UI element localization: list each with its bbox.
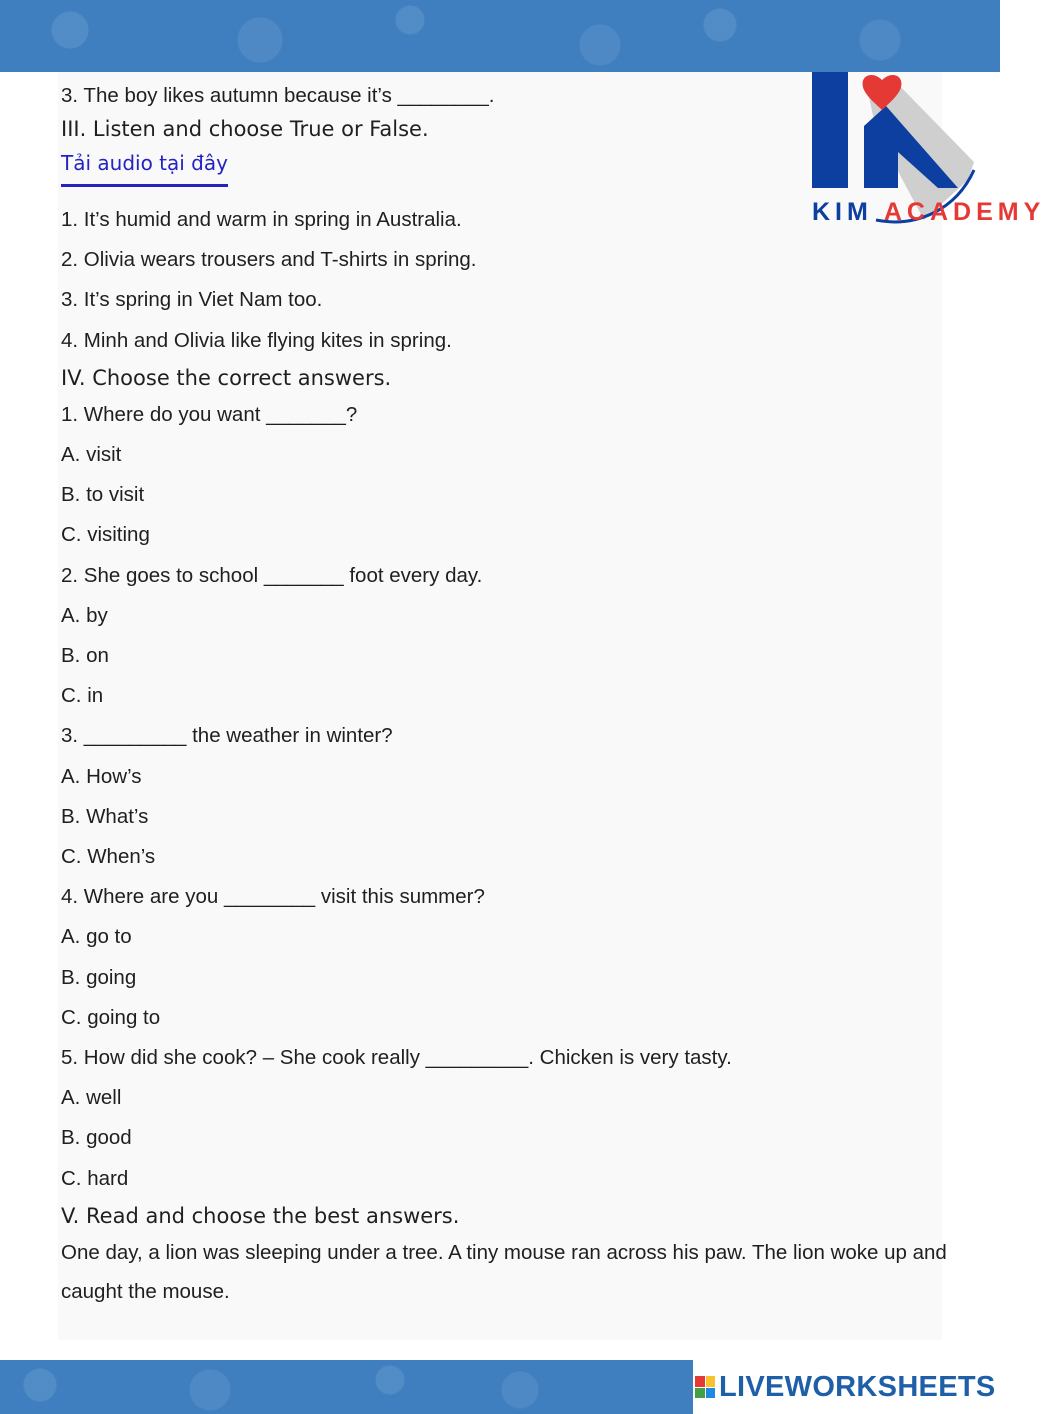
answer-option[interactable]: B. going: [61, 965, 137, 989]
answer-option[interactable]: A. well: [61, 1086, 122, 1110]
section-5-heading: V. Read and choose the best answers.: [61, 1203, 460, 1228]
section-4-heading: IV. Choose the correct answers.: [61, 365, 392, 390]
question-5: 5. How did she cook? – She cook really _________. Chicken is very tasty.: [61, 1046, 732, 1070]
question-1: 1. Where do you want _______?: [61, 402, 358, 426]
answer-option[interactable]: A. visit: [61, 443, 122, 467]
liveworksheets-logo-icon: [695, 1376, 715, 1398]
true-false-statement: 2. Olivia wears trousers and T-shirts in spring.: [61, 248, 477, 272]
liveworksheets-wordmark: LIVEWORKSHEETS: [719, 1370, 996, 1403]
answer-option[interactable]: B. good: [61, 1126, 132, 1150]
liveworksheets-brand[interactable]: [693, 1360, 1000, 1414]
worksheet-content: [61, 80, 961, 1311]
answer-option[interactable]: A. by: [61, 603, 108, 627]
question-3: 3. _________ the weather in winter?: [61, 724, 393, 748]
answer-option[interactable]: C. in: [61, 684, 104, 708]
audio-download-link[interactable]: Tải audio tại đây: [61, 146, 228, 187]
audio-link-row: [61, 146, 961, 200]
logo-text-kim: KIM: [812, 198, 873, 226]
section-3-heading: III. Listen and choose True or False.: [61, 117, 429, 141]
true-false-statement: 4. Minh and Olivia like flying kites in spring.: [61, 328, 452, 352]
question-2: 2. She goes to school _______ foot every day.: [61, 563, 483, 587]
answer-option[interactable]: C. visiting: [61, 523, 150, 547]
carryover-question: 3. The boy likes autumn because it’s ________.: [61, 84, 495, 107]
answer-option[interactable]: B. on: [61, 644, 109, 668]
answer-option[interactable]: A. go to: [61, 925, 132, 949]
logo-text-academy: ACADEMY: [883, 198, 1045, 226]
true-false-statement: 1. It’s humid and warm in spring in Australia.: [61, 208, 462, 231]
answer-option[interactable]: B. to visit: [61, 483, 145, 507]
answer-option[interactable]: A. How’s: [61, 764, 142, 788]
reading-passage: One day, a lion was sleeping under a tree. A tiny mouse ran across his paw. The lion woke up and caught the mouse.: [61, 1240, 947, 1303]
question-4: 4. Where are you ________ visit this summer?: [61, 885, 485, 909]
answer-option[interactable]: C. When’s: [61, 845, 156, 869]
top-decorative-band: [0, 0, 1000, 72]
answer-option[interactable]: B. What’s: [61, 804, 149, 828]
answer-option[interactable]: C. hard: [61, 1166, 129, 1190]
true-false-statement: 3. It’s spring in Viet Nam too.: [61, 288, 323, 312]
answer-option[interactable]: C. going to: [61, 1005, 161, 1029]
